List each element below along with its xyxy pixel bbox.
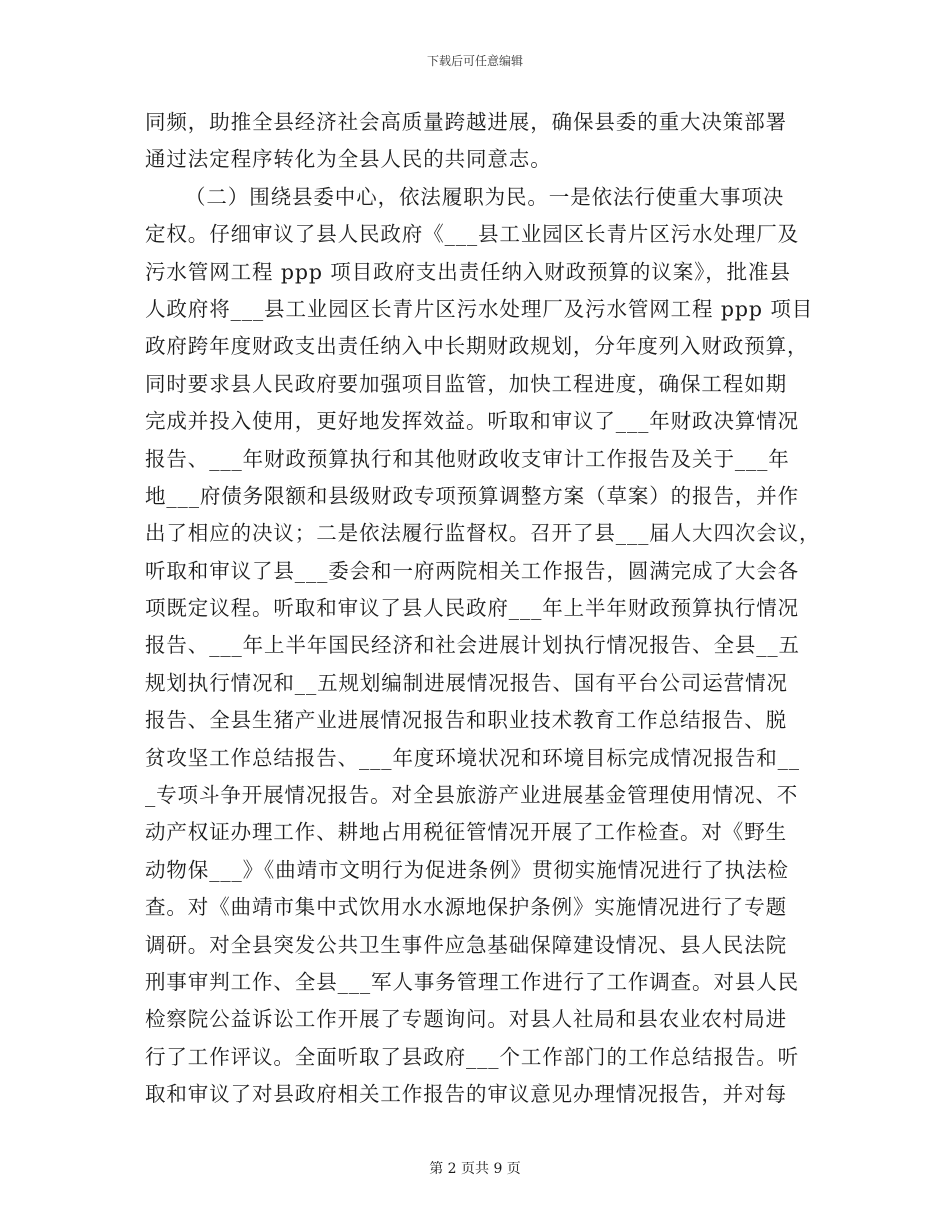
text-line: 检察院公益诉讼工作开展了专题询问。对县人社局和县农业农村局进	[145, 1007, 787, 1032]
text-line: 查。对《曲靖市集中式饮用水水源地保护条例》实施情况进行了专题	[145, 895, 787, 920]
text-line: 项既定议程。听取和审议了县人民政府___年上半年财政预算执行情况	[145, 596, 800, 621]
text-line: 完成并投入使用，更好地发挥效益。听取和审议了___年财政决算情况	[145, 409, 800, 434]
text-line: 行了工作评议。全面听取了县政府___个工作部门的工作总结报告。听	[145, 1044, 800, 1069]
text-line: 报告、___年财政预算执行和其他财政收支审计工作报告及关于___年	[145, 446, 790, 471]
text-line: （二）围绕县委中心，依法履职为民。一是依法行使重大事项决	[185, 184, 785, 209]
text-line: 人政府将___县工业园区长青片区污水处理厂及污水管网工程 ppp 项目	[145, 296, 814, 321]
page-number-footer: 第 2 页共 9 页	[429, 1161, 521, 1177]
text-line: 同时要求县人民政府要加强项目监管，加快工程进度，确保工程如期	[145, 371, 787, 396]
text-line: 同频，助推全县经济社会高质量跨越进展，确保县委的重大决策部署	[145, 110, 787, 134]
page-header-note: 下载后可任意编辑	[426, 54, 523, 68]
text-line: 听取和审议了县___委会和一府两院相关工作报告，圆满完成了大会各	[145, 558, 800, 583]
document-body	[145, 104, 821, 1114]
text-line: 通过法定程序转化为全县人民的共同意志。	[145, 147, 552, 172]
text-line: 报告、___年上半年国民经济和社会进展计划执行情况报告、全县__五	[145, 633, 800, 658]
text-line: 刑事审判工作、全县___军人事务管理工作进行了工作调查。对县人民	[145, 969, 800, 994]
text-line: 动产权证办理工作、耕地占用税征管情况开展了工作检查。对《野生	[145, 820, 787, 845]
text-line: 贫攻坚工作总结报告、___年度环境状况和环境目标完成情况报告和__	[145, 745, 800, 770]
text-line: 定权。仔细审议了县人民政府《___县工业园区长青片区污水处理厂及	[145, 222, 800, 247]
text-line: 地___府债务限额和县级财政专项预算调整方案（草案）的报告，并作	[145, 483, 800, 508]
text-line: 动物保___》《曲靖市文明行为促进条例》贯彻实施情况进行了执法检	[145, 857, 789, 882]
text-line: 出了相应的决议；二是依法履行监督权。召开了县___届人大四次会议，	[145, 521, 821, 546]
text-line: 取和审议了对县政府相关工作报告的审议意见办理情况报告，并对每	[145, 1082, 787, 1107]
text-line: 污水管网工程 ppp 项目政府支出责任纳入财政预算的议案》，批准县	[145, 259, 791, 284]
text-line: 政府跨年度财政支出责任纳入中长期财政规划，分年度列入财政预算，	[145, 334, 809, 359]
text-line: 报告、全县生猪产业进展情况报告和职业技术教育工作总结报告、脱	[145, 708, 787, 733]
text-line: _专项斗争开展情况报告。对全县旅游产业进展基金管理使用情况、不	[145, 783, 799, 808]
text-line: 规划执行情况和__五规划编制进展情况报告、国有平台公司运营情况	[145, 670, 788, 695]
text-line: 调研。对全县突发公共卫生事件应急基础保障建设情况、县人民法院	[145, 932, 787, 957]
